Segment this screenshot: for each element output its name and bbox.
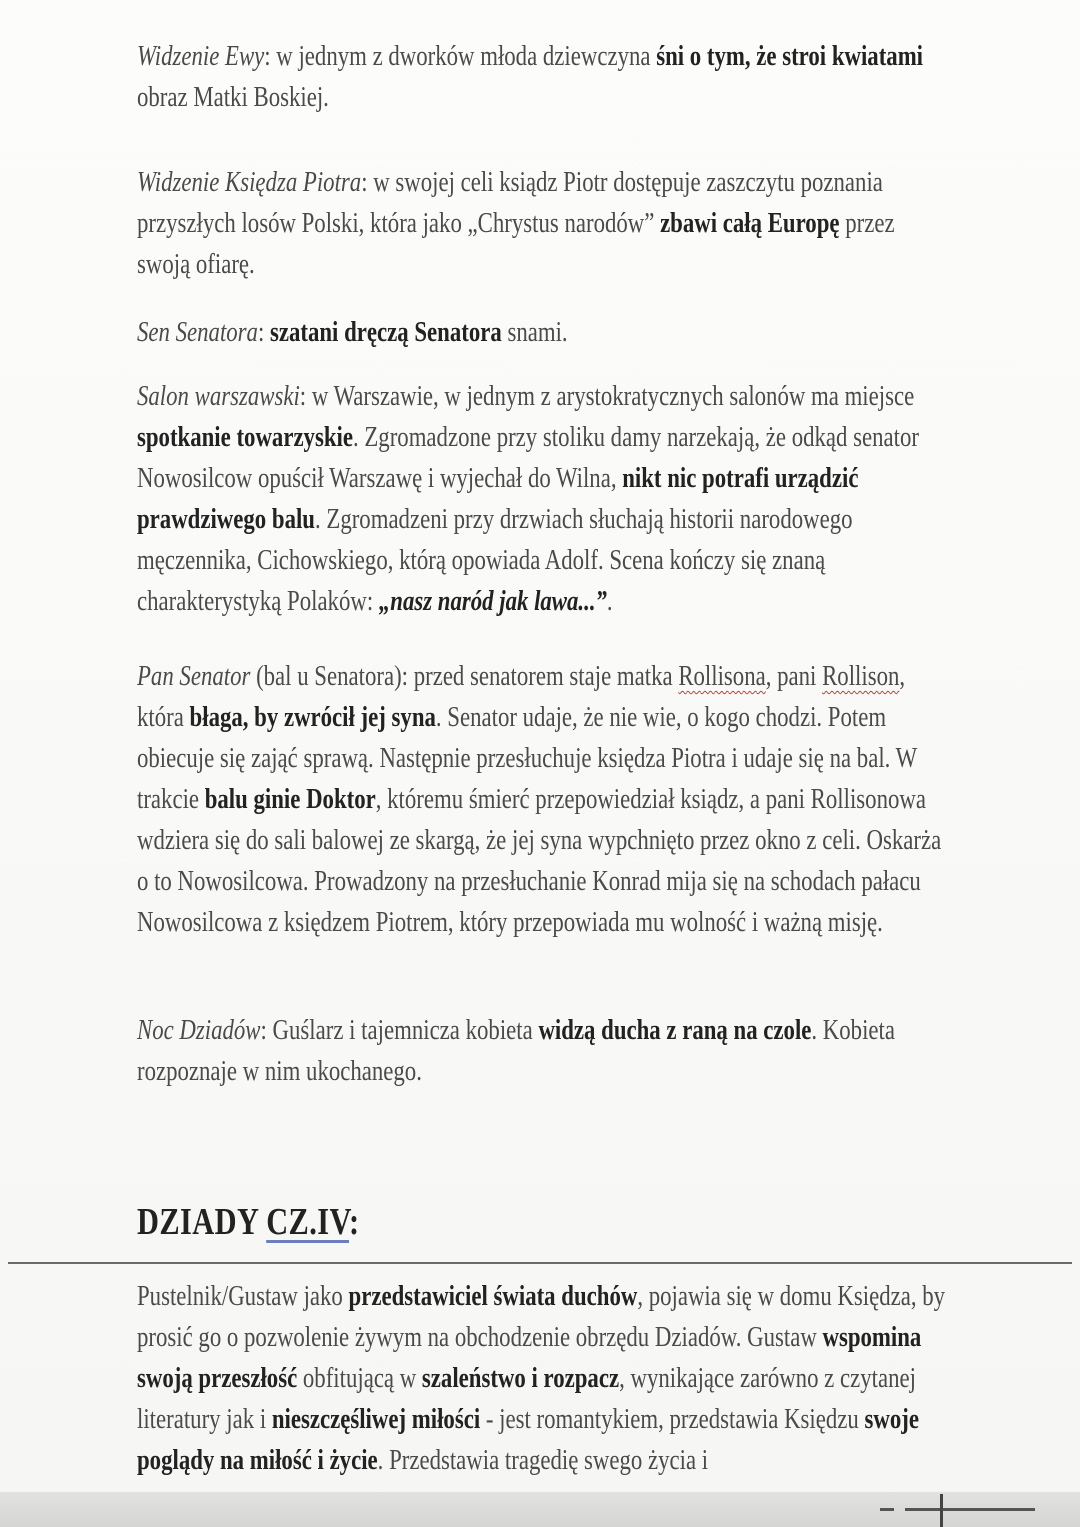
zoom-slider-handle[interactable] [940,1494,943,1527]
section-text: obfitującą w [297,1363,422,1394]
section-bold-text: szatani dręczą Senatora [269,317,502,348]
section-bold-text: wspomina swoją przeszłość [137,1322,922,1394]
section-heading [137,1200,360,1244]
section-noc-dziadow [137,1010,951,1092]
section-bold-text: balu ginie Doktor [204,784,376,815]
section-bold-text: nieszczęśliwej miłości [271,1404,481,1435]
section-text: , pani [765,661,823,692]
section-label: Widzenie Księdza Piotra [137,167,362,198]
section-label: Sen Senatora [137,317,258,348]
section-text: . Kobieta rozpoznaje w nim ukochanego. [137,1015,895,1087]
section-text: , która [137,661,906,733]
section-bold-text: śni o tym, że stroi kwiatami [656,41,924,72]
section-bold-text: szaleństwo i rozpacz [421,1363,620,1394]
section-text: : w swojej celi ksiądz Piotr dostępuje zaszczytu poznania przyszłych losów Polski, która jako „Chrystus narodów” [137,167,883,239]
section-widzenie-ewy [137,36,951,118]
section-bold-text: spotkanie towarzyskie [137,422,353,453]
section-label: Salon warszawski [137,381,300,412]
section-quote: „nasz naród jak lawa...” [378,586,607,617]
section-text: (bal u Senatora): przed senatorem staje matka [250,661,679,692]
section-text: . Przedstawia tragedię swego życia i [377,1445,709,1476]
section-dziady-cz4 [137,1276,951,1481]
section-label: Noc Dziadów [137,1015,261,1046]
section-bold-text: zbawi całą Europę [660,208,840,239]
section-label: Widzenie Ewy [137,41,265,72]
section-pan-senator [137,656,951,943]
section-text: : Guślarz i tajemnicza kobieta [260,1015,539,1046]
section-text: . [606,586,613,617]
spellcheck-word: Rollisona [678,661,766,692]
section-text: , wynikające zarówno z czytanej literatury jak i [137,1363,916,1435]
section-text: , pojawia się w domu Księdza, by prosić go o pozwolenie żywym na obchodzenie obrzędu Dziadów. Gustaw [137,1281,946,1353]
section-salon-warszawski [137,376,951,622]
heading-colon: : [349,1201,360,1243]
section-text: : w jednym z dworków młoda dziewczyna [264,41,657,72]
section-bold-text: błaga, by zwrócił jej syna [189,702,436,733]
horizontal-rule [8,1262,1072,1264]
section-text: przez swoją ofiarę. [137,208,895,280]
spellcheck-word: Rollison [822,661,900,692]
section-text: : [257,317,270,348]
section-bold-text: swoje poglądy na miłość i życie [137,1404,919,1476]
section-text: Pustelnik/Gustaw jako [137,1281,349,1312]
section-text: . Senator udaje, że nie wie, o kogo chodzi. Potem obiecuje się zająć sprawą. Następnie przesłuchuje księdza Piotra i udaje się na bal. W trakcie [137,702,917,815]
section-bold-text: widzą ducha z raną na czole [538,1015,812,1046]
section-widzenie-ksiedza-piotra [137,162,951,285]
section-text: obraz Matki Boskiej. [137,82,329,113]
zoom-slider-track[interactable] [905,1508,1035,1511]
heading-text: DZIADY [137,1201,267,1243]
section-label: Pan Senator [137,661,251,692]
section-bold-text: nikt nic potrafi urządzić prawdziwego balu [137,463,859,535]
section-text: , któremu śmierć przepowiedział ksiądz, a pani Rollisonowa wdziera się do sali balowej ze skargą, że jej syna wypchnięto przez okno z celi. Oskarża o to Nowosilcowa. Prowadzony na przesłuchanie Konrad mija się na schodach pałacu Nowosilcowa z księdzem Piotrem, który przepowiada mu wolność i ważną misję. [137,784,942,938]
section-text: - jest romantykiem, przedstawia Księdzu [480,1404,865,1435]
heading-underlined: CZ.IV [266,1201,350,1243]
section-sen-senatora [137,312,951,353]
section-text: . Zgromadzone przy stoliku damy narzekają, że odkąd senator Nowosilcow opuścił Warszawę i wyjechał do Wilna, [137,422,919,494]
section-text: . Zgromadzeni przy drzwiach słuchają historii narodowego męczennika, Cichowskiego, którą opowiada Adolf. Scena kończy się znaną charakterystyką Polaków: [137,504,853,617]
section-bold-text: przedstawiciel świata duchów [348,1281,638,1312]
section-text: : w Warszawie, w jednym z arystokratycznych salonów ma miejsce [299,381,915,412]
section-text: snami. [501,317,568,348]
minus-icon[interactable] [880,1508,894,1511]
